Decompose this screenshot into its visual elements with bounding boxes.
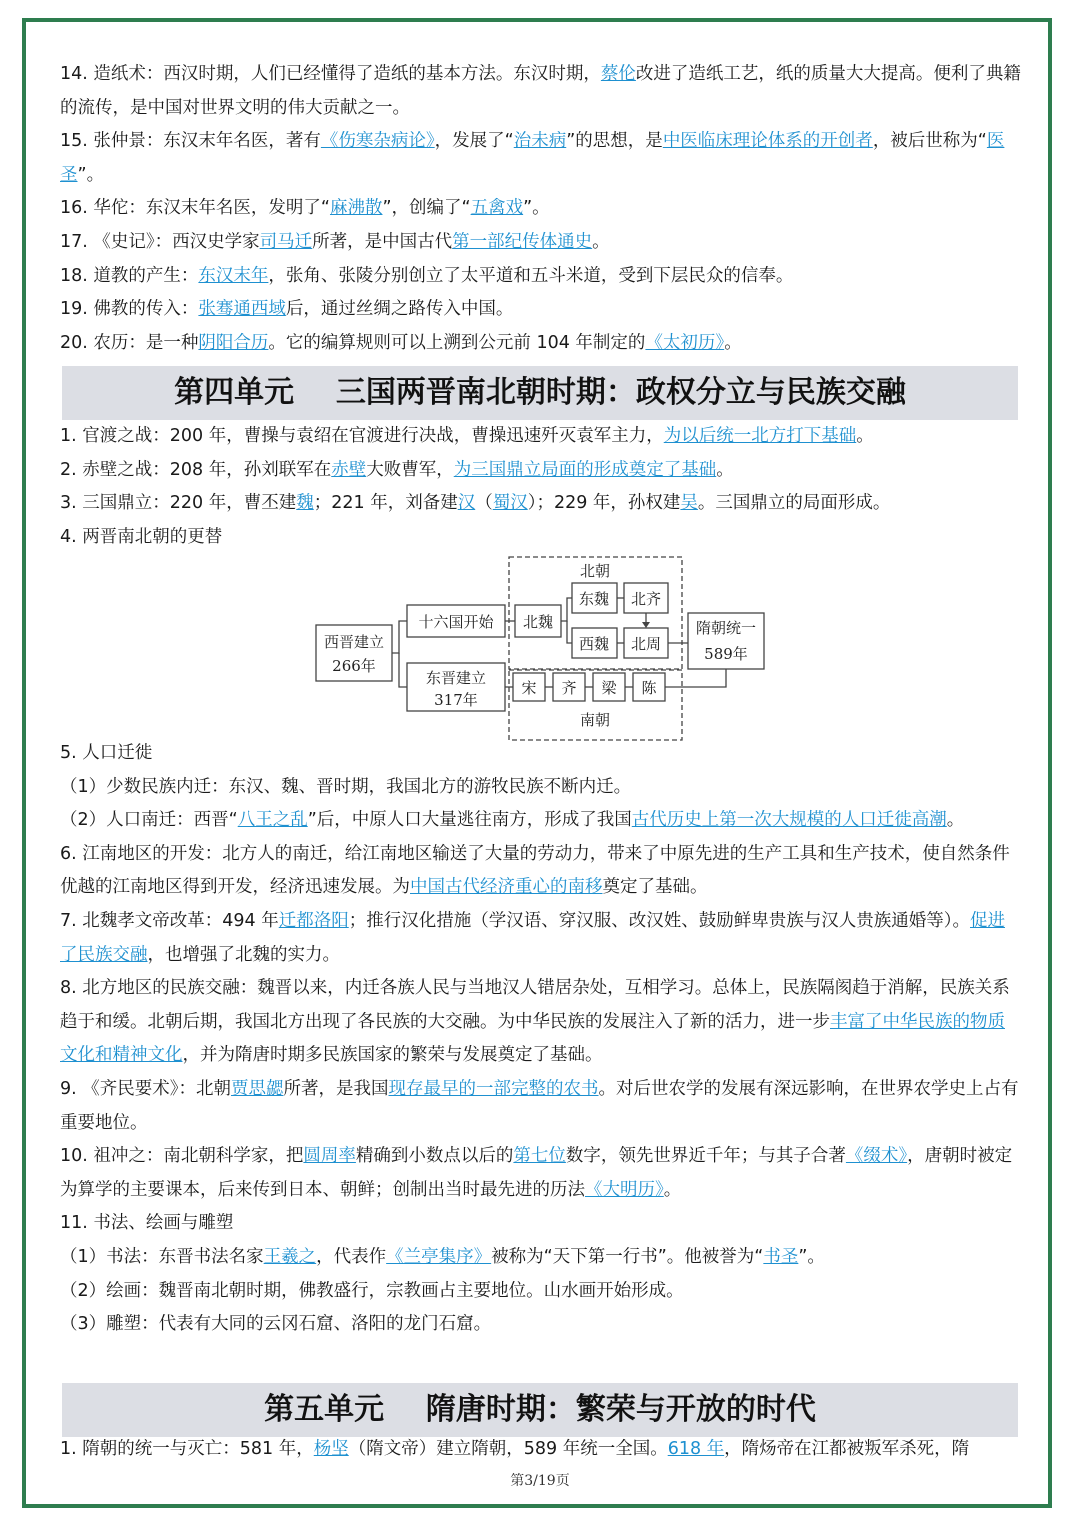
paragraph	[60, 1308, 1022, 1342]
key-term: 杨坚	[313, 1439, 349, 1459]
key-term: 圆周率	[303, 1146, 356, 1167]
text-run: ”。	[77, 164, 105, 185]
text-run: ”后，中原人口大量逃往南方，形成了我国	[307, 810, 632, 831]
text-run: 大败曹军，	[366, 459, 454, 480]
text-run: 精确到小数点以后的	[355, 1146, 514, 1167]
text-run: 改进了造纸工艺，纸的质量大大提高。便利了典籍的流传，是中国对世界文明的伟大贡献之一。	[60, 64, 1021, 118]
key-term: 为以后统一北方打下基础	[663, 426, 857, 446]
text-run: 。对后世农学的发展有深远影响，在世界农学史上占有重要地位。	[60, 1078, 1019, 1133]
text-run: ，也增强了北魏的实力。	[147, 944, 340, 965]
key-term: 《兰亭集序》	[386, 1246, 492, 1267]
dynasty-diagram	[312, 555, 772, 749]
label-dongjin-1: 东晋建立	[425, 669, 487, 687]
paragraph	[60, 192, 1022, 226]
text-run: 10. 祖冲之：南北朝科学家，把	[60, 1146, 304, 1167]
text-run: 20. 农历：是一种	[60, 332, 199, 353]
section-unit3	[60, 58, 1022, 360]
label-dongwei: 东魏	[578, 590, 610, 608]
text-run: ，隋炀帝在江都被叛军杀死，隋	[724, 1439, 970, 1459]
text-run: 1. 官渡之战：200 年，曹操与袁绍在官渡进行决战，曹操迅速歼灭袁军主力，	[60, 426, 664, 446]
text-run: ”，创编了“	[382, 198, 471, 219]
text-run: ”。	[798, 1246, 825, 1267]
text-run: ，唐朝时被定为算学的主要课本，后来传到日本、朝鲜；创制出当时最先进的历法	[60, 1146, 1013, 1200]
text-run: 11. 书法、绘画与雕塑	[60, 1213, 234, 1234]
text-run: 被称为“天下第一行书”。他被誉为“	[491, 1246, 764, 1267]
key-term: 治未病	[513, 131, 567, 152]
paragraph	[60, 838, 1022, 905]
paragraph	[60, 1241, 1022, 1275]
section-unit5	[60, 1433, 1022, 1467]
text-run: （1）少数民族内迁：东汉、魏、晋时期，我国北方的游牧民族不断内迁。	[60, 776, 632, 797]
paragraph	[60, 521, 1022, 555]
label-chen: 陈	[641, 679, 657, 697]
text-run: 数字，领先世界近千年；与其子合著	[565, 1146, 846, 1167]
text-run: 1. 隋朝的统一与灭亡：581 年，	[60, 1439, 314, 1459]
section-unit4-b	[60, 737, 1022, 1342]
key-term: 促进了民族交融	[60, 910, 1005, 965]
text-run: 9. 《齐民要术》：北朝	[60, 1078, 232, 1099]
label-xiwei: 西魏	[578, 635, 610, 653]
key-term: 古代历史上第一次大规模的人口迁徙高潮	[631, 810, 947, 831]
unit4-heading: 第四单元 三国两晋南北朝时期：政权分立与民族交融	[62, 366, 1018, 420]
label-xijin-1: 西晋建立	[323, 633, 385, 651]
paragraph	[60, 58, 1022, 125]
key-term: 王羲之	[263, 1246, 317, 1267]
text-run: 。	[716, 459, 734, 480]
text-run: 2. 赤壁之战：208 年，孙刘联军在	[60, 459, 332, 480]
text-run: （	[475, 493, 493, 514]
text-run: ，并为隋唐时期多民族国家的繁荣与发展奠定了基础。	[182, 1045, 603, 1066]
paragraph	[60, 125, 1022, 192]
text-run: ，发展了“	[434, 131, 514, 152]
paragraph	[60, 804, 1022, 838]
key-term: 现存最早的一部完整的农书	[388, 1078, 599, 1099]
text-run: 8. 北方地区的民族交融：魏晋以来，内迁各族人民与当地汉人错居杂处，互相学习。总体上，民族隔阂趋于消解，民族关系趋于和缓。北朝后期，我国北方出现了各民族的大交融。为中华民族的发展注入了新的活力，进一步	[60, 978, 1010, 1032]
key-term: 汉	[457, 493, 476, 514]
text-block	[60, 420, 1022, 554]
text-run: 6. 江南地区的开发：北方人的南迁，给江南地区输送了大量的劳动力，带来了中原先进的生产工具和生产技术，使自然条件优越的江南地区得到开发，经济迅速发展。为	[60, 843, 1010, 898]
key-term: 为三国鼎立局面的形成奠定了基础	[453, 459, 717, 480]
text-run: （3）雕塑：代表有大同的云冈石窟、洛阳的龙门石窟。	[60, 1314, 492, 1335]
key-term: 阴阳合历	[198, 332, 269, 353]
key-term: 赤壁	[331, 459, 367, 480]
text-run: 17. 《史记》：西汉史学家	[60, 231, 260, 252]
paragraph	[60, 260, 1022, 294]
key-term: 中医临床理论体系的开创者	[662, 131, 873, 152]
key-term: 618 年	[667, 1439, 725, 1459]
text-run: 5. 人口迁徙	[60, 743, 153, 763]
label-beizhou: 北周	[630, 635, 662, 653]
label-nanchao: 南朝	[579, 711, 611, 729]
label-song: 宋	[521, 679, 537, 697]
text-run: 。	[592, 231, 610, 252]
text-run: ，被后世称为“	[872, 131, 987, 152]
key-term: 第七位	[513, 1146, 566, 1167]
page-number: 第3/19页	[510, 1473, 570, 1489]
label-dongjin-2: 317年	[434, 691, 478, 709]
text-run: 4. 两晋南北朝的更替	[60, 526, 223, 547]
paragraph	[60, 1140, 1022, 1207]
text-run: （隋文帝）建立隋朝，589 年统一全国。	[348, 1439, 668, 1459]
paragraph	[60, 771, 1022, 805]
label-shiliuguo: 十六国开始	[418, 613, 494, 631]
text-run: 3. 三国鼎立：220 年，曹丕建	[60, 493, 297, 514]
key-term: 吴	[680, 493, 698, 514]
key-term: 蔡伦	[600, 64, 636, 84]
paragraph	[60, 972, 1022, 1073]
text-run: ；推行汉化措施（学汉语、穿汉服、改汉姓、鼓励鲜卑贵族与汉人贵族通婚等）。	[348, 910, 970, 931]
key-term: 东汉末年	[198, 265, 269, 286]
paragraph	[60, 1275, 1022, 1309]
text-run: ”。	[523, 198, 550, 219]
text-run: ，张角、张陵分别创立了太平道和五斗米道，受到下层民众的信奉。	[268, 265, 794, 286]
paragraph	[60, 1207, 1022, 1241]
key-term: 医圣	[60, 131, 1005, 185]
paragraph	[60, 293, 1022, 327]
text-run: 后，通过丝绸之路传入中国。	[285, 299, 514, 320]
text-run: 。	[724, 332, 742, 353]
paragraph	[60, 327, 1022, 361]
label-qi: 齐	[561, 679, 577, 697]
text-run: （1）书法：东晋书法名家	[60, 1246, 264, 1267]
unit5-heading: 第五单元 隋唐时期：繁荣与开放的时代	[62, 1383, 1018, 1437]
label-sui-2: 589年	[704, 645, 748, 663]
label-xijin-2: 266年	[332, 657, 376, 675]
section-unit4-a	[60, 420, 1022, 554]
key-term: 《太初历》	[645, 332, 725, 353]
paragraph	[60, 905, 1022, 972]
text-run: 奠定了基础。	[602, 877, 708, 898]
label-beichao: 北朝	[579, 562, 611, 580]
key-term: 《缀术》	[845, 1146, 908, 1167]
text-block	[60, 1433, 1022, 1467]
key-term: 书圣	[763, 1246, 799, 1267]
paragraph	[60, 487, 1022, 521]
paragraph	[60, 420, 1022, 454]
text-run: 。	[856, 426, 874, 446]
paragraph	[60, 1073, 1022, 1140]
key-term: 张骞通西域	[198, 299, 286, 320]
key-term: 丰富了中华民族的物质文化和精神文化	[60, 1011, 1005, 1066]
key-term: 第一部纪传体通史	[452, 231, 593, 252]
text-run: 7. 北魏孝文帝改革：494 年	[60, 910, 279, 931]
key-term: 麻沸散	[329, 198, 383, 219]
label-sui-1: 隋朝统一	[695, 619, 757, 637]
text-run: 。三国鼎立的局面形成。	[697, 493, 891, 514]
text-run: 所著，是我国	[283, 1078, 389, 1099]
key-term: 《大明历》	[585, 1179, 664, 1200]
text-run: 14. 造纸术：西汉时期，人们已经懂得了造纸的基本方法。东汉时期，	[60, 64, 601, 84]
key-term: 五禽戏	[470, 198, 524, 219]
paragraph	[60, 1433, 1022, 1467]
text-run: ；221 年，刘备建	[313, 493, 458, 514]
label-beiqi: 北齐	[630, 590, 662, 608]
key-term: 八王之乱	[237, 810, 308, 831]
text-run: 所著，是中国古代	[312, 231, 453, 252]
paragraph	[60, 454, 1022, 488]
text-block	[60, 58, 1022, 360]
text-run: ，代表作	[316, 1246, 387, 1267]
text-run: 。	[946, 810, 965, 831]
key-term: 中国古代经济重心的南移	[410, 877, 603, 898]
text-block	[60, 737, 1022, 1342]
text-run: 16. 华佗：东汉末年名医，发明了“	[60, 198, 330, 219]
key-term: 魏	[296, 493, 314, 514]
text-run: 。它的编算规则可以上溯到公元前 104 年制定的	[268, 332, 646, 353]
text-run: （2）绘画：魏晋南北朝时期，佛教盛行，宗教画占主要地位。山水画开始形成。	[60, 1280, 684, 1301]
text-run: ）；229 年，孙权建	[527, 493, 681, 514]
text-run: 。	[663, 1179, 682, 1200]
text-run: 19. 佛教的传入：	[60, 299, 199, 320]
key-term: 《伤寒杂病论》	[320, 131, 435, 152]
text-run: 15. 张仲景：东汉末年名医，著有	[60, 131, 321, 152]
label-beiwei: 北魏	[522, 613, 554, 631]
text-run: （2）人口南迁：西晋“	[60, 810, 238, 831]
key-term: 蜀汉	[492, 493, 528, 514]
text-run: ”的思想，是	[566, 131, 663, 152]
label-liang: 梁	[601, 679, 617, 697]
paragraph	[60, 226, 1022, 260]
text-run: 18. 道教的产生：	[60, 265, 199, 286]
key-term: 迁都洛阳	[278, 910, 349, 931]
key-term: 贾思勰	[231, 1078, 284, 1099]
paragraph	[60, 737, 1022, 771]
key-term: 司马迁	[259, 231, 313, 252]
